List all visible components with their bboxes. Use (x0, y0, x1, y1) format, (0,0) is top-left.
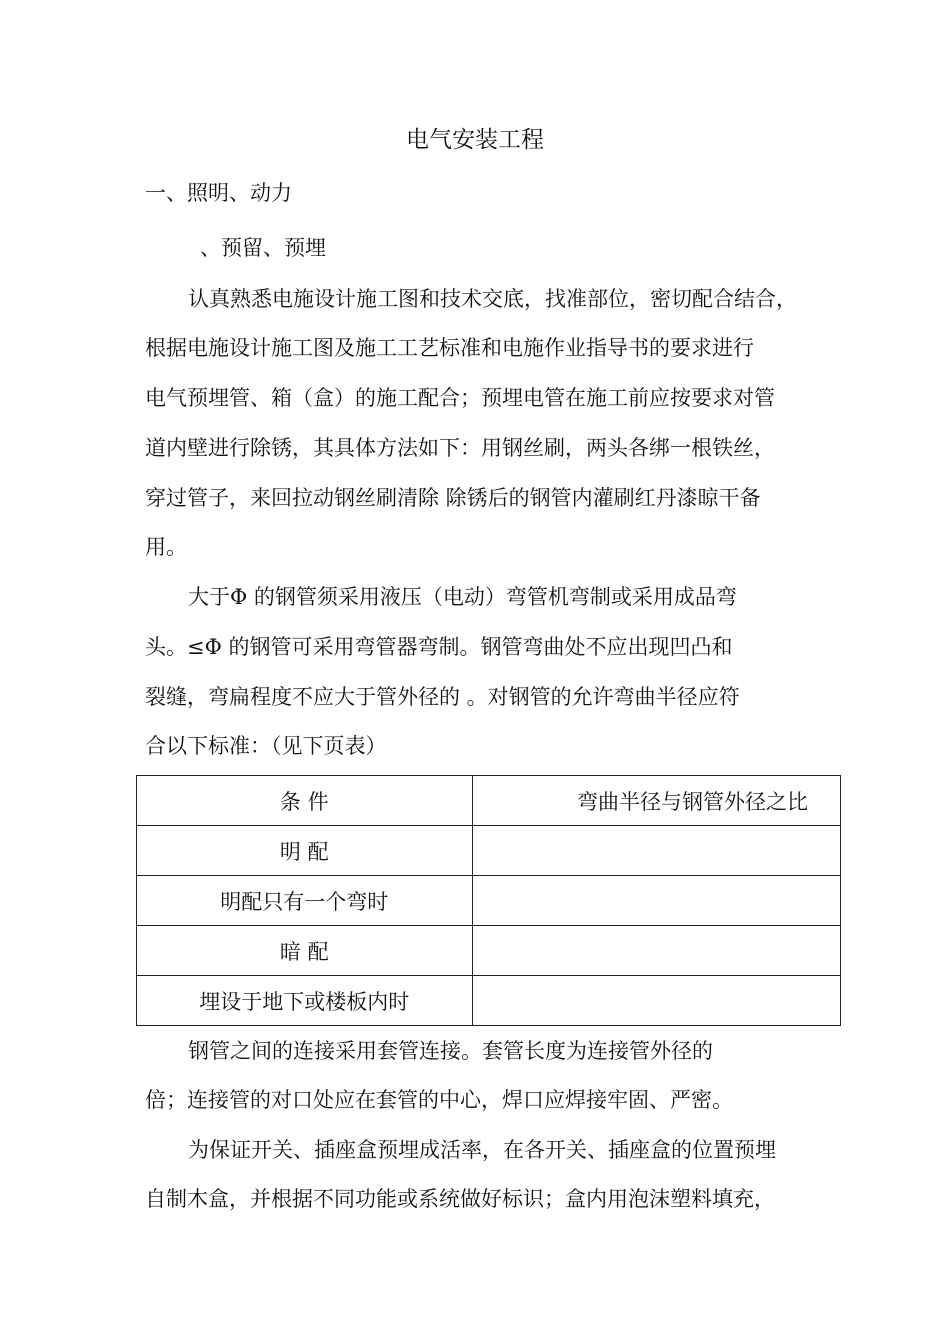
table-cell (472, 926, 840, 976)
paragraph-line: 头。≤Φ 的钢管可采用弯管器弯制。钢管弯曲处不应出现凹凸和 (145, 635, 733, 659)
subsection-heading: 、预留、预埋 (200, 236, 326, 260)
table-header-row (137, 776, 841, 826)
table-cell: 暗 配 (137, 926, 473, 976)
paragraph-line: 电气预埋管、箱（盒）的施工配合；预埋电管在施工前应按要求对管 (145, 386, 775, 410)
paragraph-line: 裂缝，弯扁程度不应大于管外径的 。对钢管的允许弯曲半径应符 (145, 685, 740, 709)
table-row (137, 826, 841, 876)
paragraph-line: 根据电施设计施工图及施工工艺标准和电施作业指导书的要求进行 (145, 336, 754, 360)
bending-radius-table (136, 775, 841, 1026)
paragraph-line: 自制木盒，并根据不同功能或系统做好标识；盒内用泡沫塑料填充， (145, 1187, 775, 1211)
table-row (137, 876, 841, 926)
paragraph-line: 钢管之间的连接采用套管连接。套管长度为连接管外径的 (188, 1039, 713, 1063)
paragraph-line: 穿过管子，来回拉动钢丝刷清除 除锈后的钢管内灌刷红丹漆晾干备 (145, 486, 761, 510)
table-row (137, 926, 841, 976)
table-cell (472, 976, 840, 1026)
paragraph-line: 为保证开关、插座盒预埋成活率，在各开关、插座盒的位置预埋 (188, 1138, 776, 1162)
table-cell (472, 876, 840, 926)
paragraph-line: 合以下标准：（见下页表） (145, 734, 387, 758)
table-cell: 明配只有一个弯时 (137, 876, 473, 926)
table-cell (472, 826, 840, 876)
paragraph-line: 倍；连接管的对口处应在套管的中心，焊口应焊接牢固、严密。 (145, 1088, 733, 1112)
section-heading: 一、照明、动力 (145, 181, 292, 205)
table-header-cell: 条 件 (137, 776, 473, 826)
page-title: 电气安装工程 (406, 127, 544, 153)
paragraph-line: 大于Φ 的钢管须采用液压（电动）弯管机弯制或采用成品弯 (188, 585, 737, 609)
paragraph-line: 用。 (145, 535, 187, 559)
paragraph-line: 认真熟悉电施设计施工图和技术交底，找准部位，密切配合结合， (188, 287, 797, 311)
table-cell: 埋设于地下或楼板内时 (137, 976, 473, 1026)
table-cell: 明 配 (137, 826, 473, 876)
paragraph-line: 道内壁进行除锈，其具体方法如下：用钢丝刷，两头各绑一根铁丝， (145, 436, 775, 460)
table-row (137, 976, 841, 1026)
table-header-cell: 弯曲半径与钢管外径之比 (472, 776, 840, 826)
